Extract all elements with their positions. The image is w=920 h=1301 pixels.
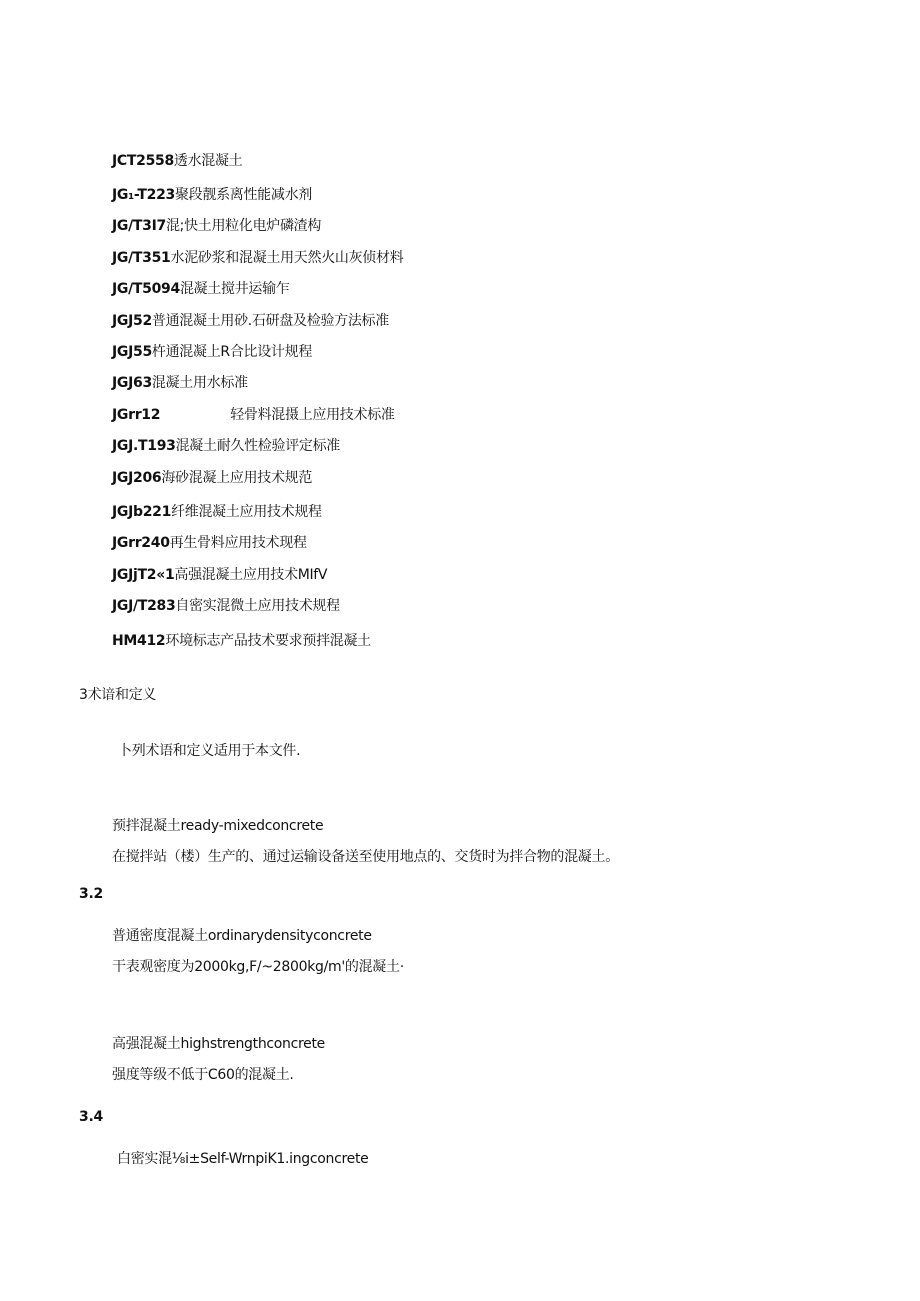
reference-item bbox=[112, 280, 290, 298]
term-number: 3.4 bbox=[79, 1109, 103, 1125]
term-definition: 强度等级不低于C60的混凝土. bbox=[112, 1067, 294, 1083]
reference-code: JGrr12 bbox=[112, 407, 161, 423]
reference-title: 环境标志产品技术要求预拌混凝土 bbox=[165, 633, 371, 649]
reference-item bbox=[112, 374, 248, 392]
reference-code: JGJ/T283 bbox=[112, 598, 176, 614]
term-number: 3.2 bbox=[79, 886, 103, 902]
term-definition: 在搅拌站（楼）生产的、通过运输设备送至使用地点的、交货时为拌合物的混凝土。 bbox=[112, 849, 619, 865]
reference-item bbox=[112, 534, 307, 552]
reference-item bbox=[112, 312, 389, 330]
reference-title: 杵通混凝上R合比设计规程 bbox=[151, 344, 313, 360]
reference-title: 纤维混凝土应用技术规程 bbox=[171, 504, 322, 520]
reference-item bbox=[112, 152, 242, 170]
reference-item bbox=[112, 566, 327, 584]
reference-code: JGJjT2«1 bbox=[112, 567, 175, 583]
term-name: 白密实混⅛i±Self-WrnpiK1.ingconcrete bbox=[117, 1151, 369, 1167]
reference-item bbox=[112, 186, 312, 204]
reference-code: JCT2558 bbox=[112, 153, 174, 169]
reference-code: JG/T5094 bbox=[112, 281, 180, 297]
reference-item bbox=[112, 437, 340, 455]
reference-title: 高强混凝土应用技术MIfV bbox=[174, 567, 328, 583]
reference-title: 水泥砂浆和混凝土用天然火山灰侦材料 bbox=[170, 250, 404, 266]
section-intro: 卜列术语和定义适用于本文件. bbox=[118, 743, 301, 759]
reference-title: 轻骨料混摄上应用技术标准 bbox=[230, 407, 395, 423]
reference-item bbox=[112, 406, 395, 424]
reference-title: 海砂混凝上应用技术规范 bbox=[161, 470, 313, 486]
reference-title: 混凝土搅井运输乍 bbox=[179, 281, 290, 297]
reference-code: JGJ.T193 bbox=[112, 438, 176, 454]
term-definition: 干表观密度为2000kg,F/~2800kg/m'的混凝土· bbox=[112, 959, 404, 975]
term-name: 高强混凝土highstrengthconcrete bbox=[112, 1036, 325, 1052]
reference-code: JGJb221 bbox=[112, 504, 172, 520]
reference-item bbox=[112, 217, 321, 235]
reference-title: 聚段靓系离性能减水剂 bbox=[174, 187, 312, 203]
reference-title: 混凝土用水标准 bbox=[151, 375, 248, 391]
term-name: 预拌混凝土ready-mixedconcrete bbox=[112, 818, 324, 834]
reference-code: JGJ52 bbox=[112, 313, 152, 329]
reference-code: JGrr240 bbox=[112, 535, 170, 551]
term-name: 普通密度混凝土ordinarydensityconcrete bbox=[112, 928, 372, 944]
section-heading: 3术谙和定义 bbox=[79, 687, 157, 703]
reference-code: JG₁-T223 bbox=[112, 187, 175, 203]
reference-item bbox=[112, 597, 340, 615]
reference-item bbox=[112, 343, 312, 361]
reference-code: JG/T351 bbox=[112, 250, 171, 266]
reference-title: 再生骨料应用技术现程 bbox=[169, 535, 307, 551]
reference-code: JGJ55 bbox=[112, 344, 152, 360]
reference-code: JGJ206 bbox=[112, 470, 162, 486]
reference-title: 普通混凝土用砂.石研盘及检验方法标准 bbox=[151, 313, 389, 329]
reference-code: HM412 bbox=[112, 633, 166, 649]
reference-item bbox=[112, 632, 371, 650]
reference-title: 混凝土耐久性检验评定标准 bbox=[175, 438, 341, 454]
reference-code: JGJ63 bbox=[112, 375, 152, 391]
reference-code: JG/T3I7 bbox=[112, 218, 166, 234]
reference-title: 透水混凝土 bbox=[173, 153, 243, 169]
reference-item bbox=[112, 469, 312, 487]
reference-title: 混;快土用粒化电炉磷渣构 bbox=[165, 218, 322, 234]
reference-item bbox=[112, 503, 322, 521]
reference-title: 自密实混微土应用技术规程 bbox=[175, 598, 340, 614]
reference-item bbox=[112, 249, 403, 267]
